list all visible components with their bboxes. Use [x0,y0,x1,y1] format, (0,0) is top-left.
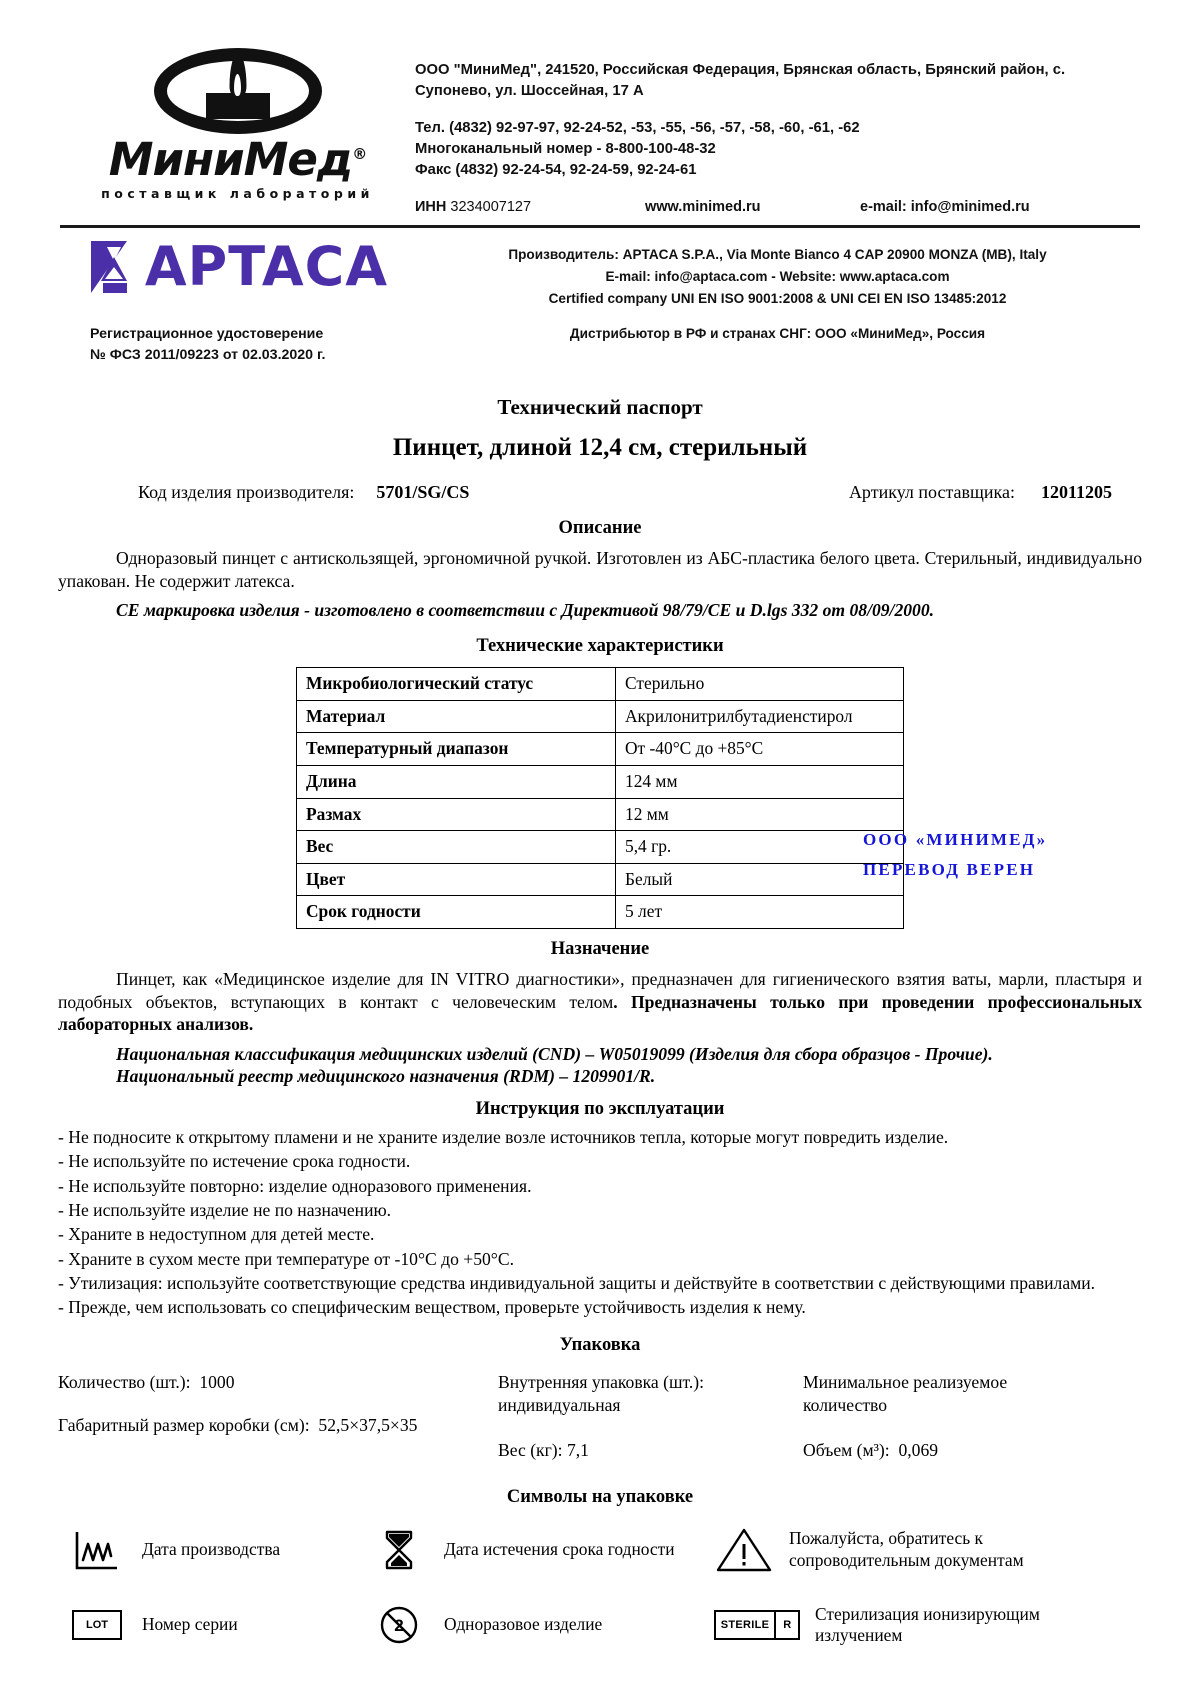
quantity-value: 1000 [199,1371,235,1392]
letterhead-top-row [60,42,1140,218]
sterile-r-icon [713,1610,801,1640]
minimed-logo-wordmark [108,133,367,186]
company-address: ООО "МиниМед", 241520, Российская Федерация, Брянская область, Брянский район, с. Супонево, ул. Шоссейная, 17 А [415,62,1066,99]
product-codes-row [58,481,1142,504]
specs-table-wrap [58,667,1142,929]
list-item: - Не используйте по истечение срока годности. [58,1151,411,1172]
symbol-single-use [368,1604,713,1646]
symbols-row [58,1526,1142,1574]
packaging-details [58,1371,1142,1482]
svg-text:2: 2 [394,1616,404,1636]
spec-value: Акрилонитрилбутадиенстирол [616,700,904,733]
page-title: Технический паспорт [497,395,703,420]
document-body [58,394,1142,1647]
symbols-heading: Символы на упаковке [506,1487,694,1508]
ce-marking-note: СЕ маркировка изделия - изготовлено в соответствии с Директивой 98/79/СЕ и D.lgs 332 от 08/09/2000. [116,600,935,621]
box-size-label: Габаритный размер коробки (см): [58,1414,310,1435]
single-use-icon [368,1604,430,1646]
table-row [297,831,904,864]
packaging-column-3 [803,1371,1142,1482]
weight-value: 7,1 [566,1439,589,1460]
spec-value: 5,4 гр. [616,831,904,864]
volume-label: Объем (м³): [803,1439,890,1460]
company-phones [415,118,1140,181]
symbol-label [801,1604,1040,1648]
spec-value: Стерильно [616,668,904,701]
phone-line-2: Многоканальный номер - 8-800-100-48-32 [415,141,716,157]
box-size-value: 52,5×37,5×35 [318,1414,418,1435]
supplier-article [849,481,1112,504]
table-row [297,668,904,701]
stamp-line-2: ПЕРЕВОД ВЕРЕН [863,859,1036,879]
spec-key: Материал [297,700,616,733]
purpose-heading: Назначение [550,939,650,960]
spec-value: 124 мм [616,765,904,798]
symbol-label: Номер серии [142,1614,238,1635]
spec-key: Размах [297,798,616,831]
email-link[interactable]: e-mail: info@minimed.ru [860,199,1030,215]
inner-pack-label: Внутренняя упаковка (шт.): [498,1371,705,1392]
letterhead [60,0,1140,372]
box-size-field [58,1414,498,1437]
minimed-logo [60,42,415,201]
translation-stamp [863,825,1047,885]
cnd-classification: Национальная классификация медицинских изделий (CND) – W05019099 (Изделия для сбора образцов - Прочие). [116,1043,993,1064]
aptaca-logo-graphic [60,234,415,300]
packaging-column-2 [498,1371,803,1482]
weight-label: Вес (кг): [498,1439,563,1460]
inn-web-email-row [415,197,1140,218]
packaging-heading: Упаковка [559,1334,641,1355]
symbol-label [775,1528,1024,1572]
sterile-glyph: STERILE [716,1612,777,1638]
supplier-article-label: Артикул поставщика: [848,482,1015,503]
purpose-text-normal: Пинцет, как «Медицинское изделие для IN VITRO диагностики», предназначен для гигиенического взятия ваты, марли, пластыря и подобных объектов, вступающих в контакт с человеческим телом [58,969,1142,1012]
packaging-column-1 [58,1371,498,1482]
table-row [297,765,904,798]
lot-number-icon [66,1610,128,1640]
aptaca-triangle-icon [87,237,145,297]
manufacturing-date-icon [66,1530,128,1570]
weight-field [498,1439,803,1462]
consult-documents-warning-icon [713,1526,775,1574]
purpose-text [58,968,1142,1036]
letterhead-bottom-row [60,310,1140,373]
supplier-article-value: 12011205 [1040,482,1112,503]
spec-key: Срок годности [297,896,616,929]
table-row [297,896,904,929]
instructions-list [58,1126,1142,1320]
list-item: - Храните в сухом месте при температуре от -10°С до +50°С. [58,1248,514,1269]
stamp-line-1: ООО «МИНИМЕД» [863,830,1048,850]
spec-key: Цвет [297,863,616,896]
reg-cert-line-1: Регистрационное удостоверение [90,325,324,342]
inner-pack-field [498,1371,803,1417]
reg-cert-line-2: № ФСЗ 2011/09223 от 02.03.2020 г. [90,346,326,363]
purpose-text-bold: . Предназначены только при проведении профессиональных лабораторных анализов. [58,991,1143,1035]
inn-block: ИНН 3234007127 [415,199,532,215]
spec-key: Длина [297,765,616,798]
manufacturer-code-label: Код изделия производителя: [138,482,355,503]
expiry-date-hourglass-icon [368,1529,430,1571]
manufacturer-code-value: 5701/SG/CS [376,482,470,503]
description-heading: Описание [558,518,642,539]
specs-table [296,667,904,929]
manufacturer-line-2: E-mail: info@aptaca.com - Website: www.aptaca.com [605,268,950,284]
radiation-glyph: R [783,1619,792,1632]
min-quantity-label-line-2: количество [803,1394,887,1415]
registration-certificate [60,324,415,367]
volume-field [803,1439,1142,1462]
specs-heading: Технические характеристики [476,636,724,656]
logo-word-text: МиниМед [108,133,353,186]
list-item: - Не используйте повторно: изделие одноразового применения. [58,1175,532,1196]
symbol-consult-documents [713,1526,1142,1574]
website-link[interactable]: www.minimed.ru [645,199,761,215]
candle-oval-icon [154,48,322,134]
spec-value: 5 лет [616,896,904,929]
fax-line: Факс (4832) 92-24-54, 92-24-59, 92-24-61 [415,162,697,178]
volume-value: 0,069 [898,1439,939,1460]
spec-key: Вес [297,831,616,864]
symbol-manufacturing-date [58,1530,368,1570]
table-row [297,700,904,733]
table-row [297,733,904,766]
instructions-heading: Инструкция по эксплуатации [475,1098,725,1119]
inner-pack-value: индивидуальная [498,1394,621,1415]
spec-key: Микробиологический статус [297,668,616,701]
min-quantity-label-line-1: Минимальное реализуемое [803,1371,1008,1392]
symbol-label: Одноразовое изделие [444,1614,603,1635]
list-item: - Утилизация: используйте соответствующие средства индивидуальной защиты и действуйте в соответствии с действующими правилами. [58,1273,1096,1294]
description-text: Одноразовый пинцет с антискользящей, эргономичной ручкой. Изготовлен из АБС-пластика белого цвета. Стерильный, индивидуально упакован. Не содержит латекса. [58,548,1142,591]
table-row [297,863,904,896]
table-row [297,798,904,831]
quantity-field [58,1371,498,1394]
symbol-label-line-1: Пожалуйста, обратитесь к [789,1527,983,1548]
symbol-expiry-date [368,1529,713,1571]
symbol-label-line-1: Стерилизация ионизирующим [815,1603,1040,1624]
list-item: - Прежде, чем использовать со специфическим веществом, проверьте устойчивость изделия к нему. [58,1297,806,1318]
manufacturer-code [138,481,849,504]
logo-tagline: поставщик лабораторий [101,186,374,201]
manufacturer-line-3: Certified company UNI EN ISO 9001:2008 & UNI CEI EN ISO 13485:2012 [548,290,1007,306]
symbol-lot-number [58,1610,368,1640]
symbol-sterile-radiation [713,1604,1142,1648]
list-item: - Храните в недоступном для детей месте. [58,1224,375,1245]
symbols-row [58,1604,1142,1648]
phone-line-1: Тел. (4832) 92-97-97, 92-24-52, -53, -55, -56, -57, -58, -60, -61, -62 [415,120,860,136]
aptaca-logo [60,234,415,300]
spec-value: От -40°С до +85°С [616,733,904,766]
symbol-label-line-2: излучением [815,1625,903,1646]
symbol-label: Дата истечения срока годности [444,1538,675,1559]
spec-value: Белый [616,863,904,896]
rdm-registry: Национальный реестр медицинского назначения (RDM) – 1209901/R. [116,1066,656,1087]
registered-mark-icon: ® [352,145,367,163]
manufacturer-info [415,234,1140,310]
product-title: Пинцет, длиной 12,4 см, стерильный [392,433,808,461]
lot-glyph: LOT [72,1610,122,1640]
spec-value: 12 мм [616,798,904,831]
inn-value: 3234007127 [450,199,532,215]
letterhead-middle-row [60,228,1140,310]
symbol-label: Дата производства [142,1538,281,1559]
aptaca-wordmark: АPTACA [144,234,389,298]
company-contacts [415,42,1140,218]
symbols-legend [58,1526,1142,1648]
symbol-label-line-2: сопроводительным документам [789,1549,1024,1570]
distributor-info: Дистрибьютор в РФ и странах СНГ: ООО «МиниМед», Россия [569,325,986,341]
manufacturer-line-1: Производитель: APTACA S.P.A., Via Monte Bianco 4 CAP 20900 MONZA (MB), Italy [508,246,1047,262]
list-item: - Не подносите к открытому пламени и не храните изделие возле источников тепла, которые могут повредить изделие. [58,1126,949,1147]
quantity-label: Количество (шт.): [58,1371,191,1392]
list-item: - Не используйте изделие не по назначению. [58,1199,392,1220]
min-quantity-field [803,1371,1142,1417]
spec-key: Температурный диапазон [297,733,616,766]
